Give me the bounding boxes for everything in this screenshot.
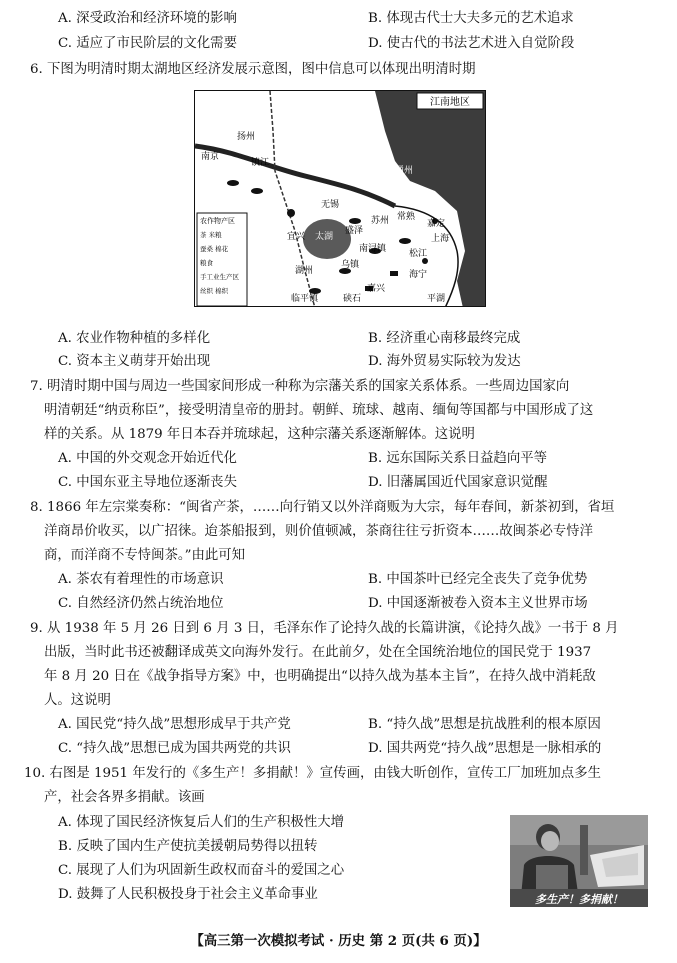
map-place: 硖石 xyxy=(343,294,362,304)
q8-option-a: A. 茶农有着理性的市场意识 xyxy=(58,572,224,587)
q5-option-b: B. 体现古代士大夫多元的艺术追求 xyxy=(368,11,574,26)
q6-stem: 6. 下图为明清时期太湖地区经济发展示意图，图中信息可以体现出明清时期 xyxy=(30,62,476,77)
q7-option-d: D. 旧藩属国近代国家意识觉醒 xyxy=(368,475,548,490)
propaganda-poster-image xyxy=(510,815,648,907)
map-place: 平湖 xyxy=(427,294,446,304)
q8-option-d: D. 中国逐渐被卷入资本主义世界市场 xyxy=(368,596,588,611)
q10-option-b: B. 反映了国内生产使抗美援朝局势得以扭转 xyxy=(58,839,318,854)
page-footer: 【高三第一次模拟考试 · 历史 第 2 页(共 6 页)】 xyxy=(190,933,487,949)
q10-option-d: D. 鼓舞了人民积极投身于社会主义革命事业 xyxy=(58,887,318,902)
q10-option-c: C. 展现了人们为巩固新生政权而奋斗的爱国之心 xyxy=(58,863,345,878)
q6-option-a: A. 农业作物种植的多样化 xyxy=(58,331,211,346)
q8-option-b: B. 中国茶叶已经完全丧失了竞争优势 xyxy=(368,572,588,587)
q9-stem-line: 人。这说明 xyxy=(44,693,111,708)
q9-stem-line: 年 8 月 20 日在《战争指导方案》中，也明确提出“以持久战为基本主旨”，在持久战中消耗敌 xyxy=(44,669,596,684)
poster-caption: 多生产！多捐献！ xyxy=(535,893,623,906)
map-place: 上海 xyxy=(431,234,450,244)
q8-option-c: C. 自然经济仍然占统治地位 xyxy=(58,596,224,611)
q7-stem-line: 明清朝廷“纳贡称臣”，接受明清皇帝的册封。朝鲜、琉球、越南、缅甸等国都与中国形成了这 xyxy=(44,403,594,418)
map-place: 常熟 xyxy=(397,212,416,222)
q8-stem-line: 8. 1866 年左宗棠奏称：“闽省产茶，……向行销又以外洋商贩为大宗，每年春间，新茶初到，省垣 xyxy=(30,500,615,515)
map-place: 无锡 xyxy=(321,200,340,210)
q6-option-b: B. 经济重心南移最终完成 xyxy=(368,331,521,346)
q5-option-c: C. 适应了市民阶层的文化需要 xyxy=(58,36,237,51)
map-drawing xyxy=(195,91,486,307)
q8-stem-line: 洋商昂价收买，以广招徕。迨茶船报到，则价值顿减，茶商往往亏折资本……故闽茶必专恃洋 xyxy=(44,524,594,539)
q10-stem-line: 10. 右图是 1951 年发行的《多生产！多捐献！》宣传画，由钱大昕创作，宣传工厂加班加点多生 xyxy=(24,766,601,781)
map-place: 太湖 xyxy=(315,232,334,242)
map-place: 嘉兴 xyxy=(367,284,386,294)
q6-option-d: D. 海外贸易实际较为发达 xyxy=(368,354,521,369)
q7-option-c: C. 中国东亚主导地位逐渐丧失 xyxy=(58,475,237,490)
q10-stem-line: 产，社会各界多捐献。该画 xyxy=(44,790,205,805)
map-legend-title: 农作物产区 xyxy=(200,217,235,225)
q7-option-b: B. 远东国际关系日益趋向平等 xyxy=(368,451,548,466)
q7-stem-line: 7. 明清时期中国与周边一些国家间形成一种称为宗藩关系的国家关系体系。一些周边国家向 xyxy=(30,379,570,394)
q5-option-d: D. 使古代的书法艺术进入自觉阶段 xyxy=(368,36,575,51)
map-place: 扬州 xyxy=(237,132,256,142)
map-place: 临平镇 xyxy=(291,294,319,304)
q10-option-a: A. 体现了国民经济恢复后人们的生产积极性大增 xyxy=(58,815,344,830)
q6-option-c: C. 资本主义萌芽开始出现 xyxy=(58,354,211,369)
map-region-label: 江南地区 xyxy=(430,97,470,108)
map-place: 嘉定 xyxy=(427,219,446,229)
map-legend-item: 粮食 xyxy=(200,259,213,267)
q9-option-d: D. 国共两党“持久战”思想是一脉相承的 xyxy=(368,741,602,756)
map-legend-item: 蚕桑 棉花 xyxy=(200,245,229,253)
q9-option-a: A. 国民党“持久战”思想形成早于共产党 xyxy=(58,717,291,732)
q8-stem-line: 商，而洋商不专恃闽茶。”由此可知 xyxy=(44,548,246,563)
map-place: 湖州 xyxy=(295,266,314,276)
taihu-economic-map xyxy=(194,90,486,307)
map-place: 松江 xyxy=(409,249,428,259)
map-place: 南浔镇 xyxy=(359,244,387,254)
map-place: 苏州 xyxy=(371,216,390,226)
map-legend-item: 手工业生产区 xyxy=(200,273,239,281)
map-place: 盛泽 xyxy=(345,226,364,236)
map-place: 南京 xyxy=(201,152,220,162)
map-place: 镇江 xyxy=(251,158,270,168)
map-place: 宜兴 xyxy=(287,232,306,242)
map-place: 乌镇 xyxy=(341,260,360,270)
q9-option-b: B. “持久战”思想是抗战胜利的根本原因 xyxy=(368,717,601,732)
q5-option-a: A. 深受政治和经济环境的影响 xyxy=(58,11,237,26)
map-place: 通州 xyxy=(395,166,414,176)
map-place: 海宁 xyxy=(409,270,428,280)
q7-stem-line: 样的关系。从 1879 年日本吞并琉球起，这种宗藩关系逐渐解体。这说明 xyxy=(44,427,475,442)
map-legend-item: 丝织 棉织 xyxy=(200,287,229,295)
map-legend-item: 茶 米粮 xyxy=(200,231,222,239)
q9-stem-line: 9. 从 1938 年 5 月 26 日到 6 月 3 日，毛泽东作了论持久战的长篇讲演，《论持久战》一书于 8 月 xyxy=(30,621,619,636)
q9-stem-line: 出版，当时此书还被翻译成英文向海外发行。在此前夕，处在全国统治地位的国民党于 1937 xyxy=(44,645,592,660)
q9-option-c: C. “持久战”思想已成为国共两党的共识 xyxy=(58,741,291,756)
q7-option-a: A. 中国的外交观念开始近代化 xyxy=(58,451,237,466)
